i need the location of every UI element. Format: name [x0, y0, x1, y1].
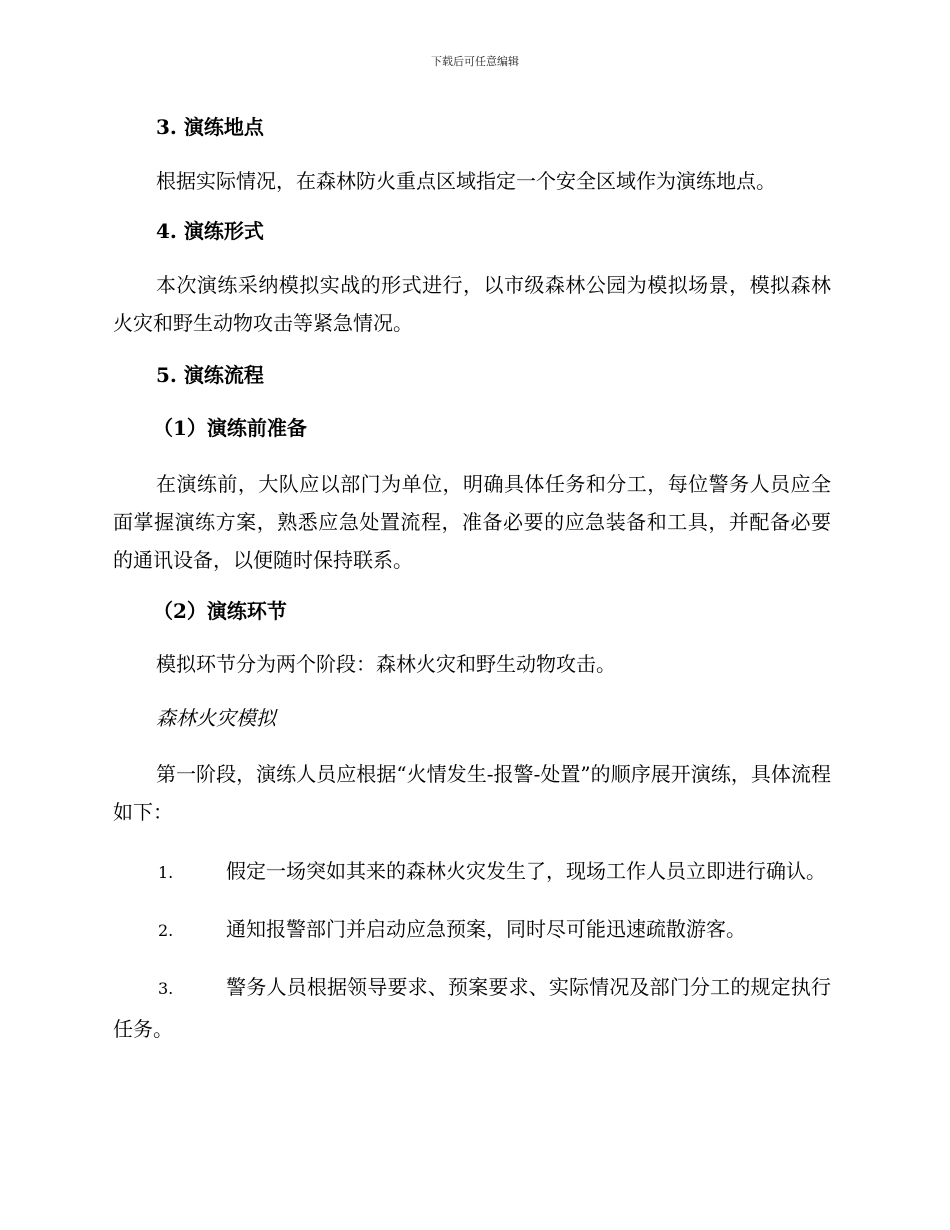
heading-process: 5. 演练流程	[156, 363, 264, 387]
list-text: 假定一场突如其来的森林火灾发生了，现场工作人员立即进行确认。	[226, 859, 826, 883]
subtitle-forest-fire: 森林火灾模拟	[156, 706, 276, 730]
heading-format: 4. 演练形式	[156, 219, 264, 243]
paragraph-format: 本次演练采纳模拟实战的形式进行，以市级森林公园为模拟场景，模拟森林火灾和野生动物攻击等紧急情况。	[113, 273, 831, 335]
heading-stages: （2）演练环节	[153, 599, 287, 623]
list-text: 通知报警部门并启动应急预案，同时尽可能迅速疏散游客。	[226, 917, 746, 941]
paragraph-stages: 模拟环节分为两个阶段：森林火灾和野生动物攻击。	[156, 652, 616, 676]
list-number: 1.	[158, 863, 174, 882]
heading-prep: （1）演练前准备	[153, 416, 307, 440]
list-item-step-1	[113, 851, 831, 893]
list-text: 警务人员根据领导要求、预案要求、实际情况及部门分工的规定执行任务。	[113, 975, 831, 1041]
paragraph-location: 根据实际情况，在森林防火重点区域指定一个安全区域作为演练地点。	[156, 169, 776, 193]
paragraph-prep: 在演练前，大队应以部门为单位，明确具体任务和分工，每位警务人员应全面掌握演练方案，熟悉应急处置流程，准备必要的应急装备和工具，并配备必要的通讯设备，以便随时保持联系。	[113, 472, 831, 572]
document-body	[113, 110, 831, 1049]
list-number: 3.	[158, 979, 174, 998]
list-item-step-2	[113, 909, 831, 951]
list-item-step-3	[113, 967, 831, 1049]
page-header: 下载后可任意编辑	[431, 55, 519, 68]
heading-location: 3. 演练地点	[156, 115, 264, 139]
list-number: 2.	[158, 921, 174, 940]
paragraph-stage-intro: 第一阶段，演练人员应根据“火情发生-报警-处置”的顺序展开演练，具体流程如下：	[113, 762, 831, 824]
